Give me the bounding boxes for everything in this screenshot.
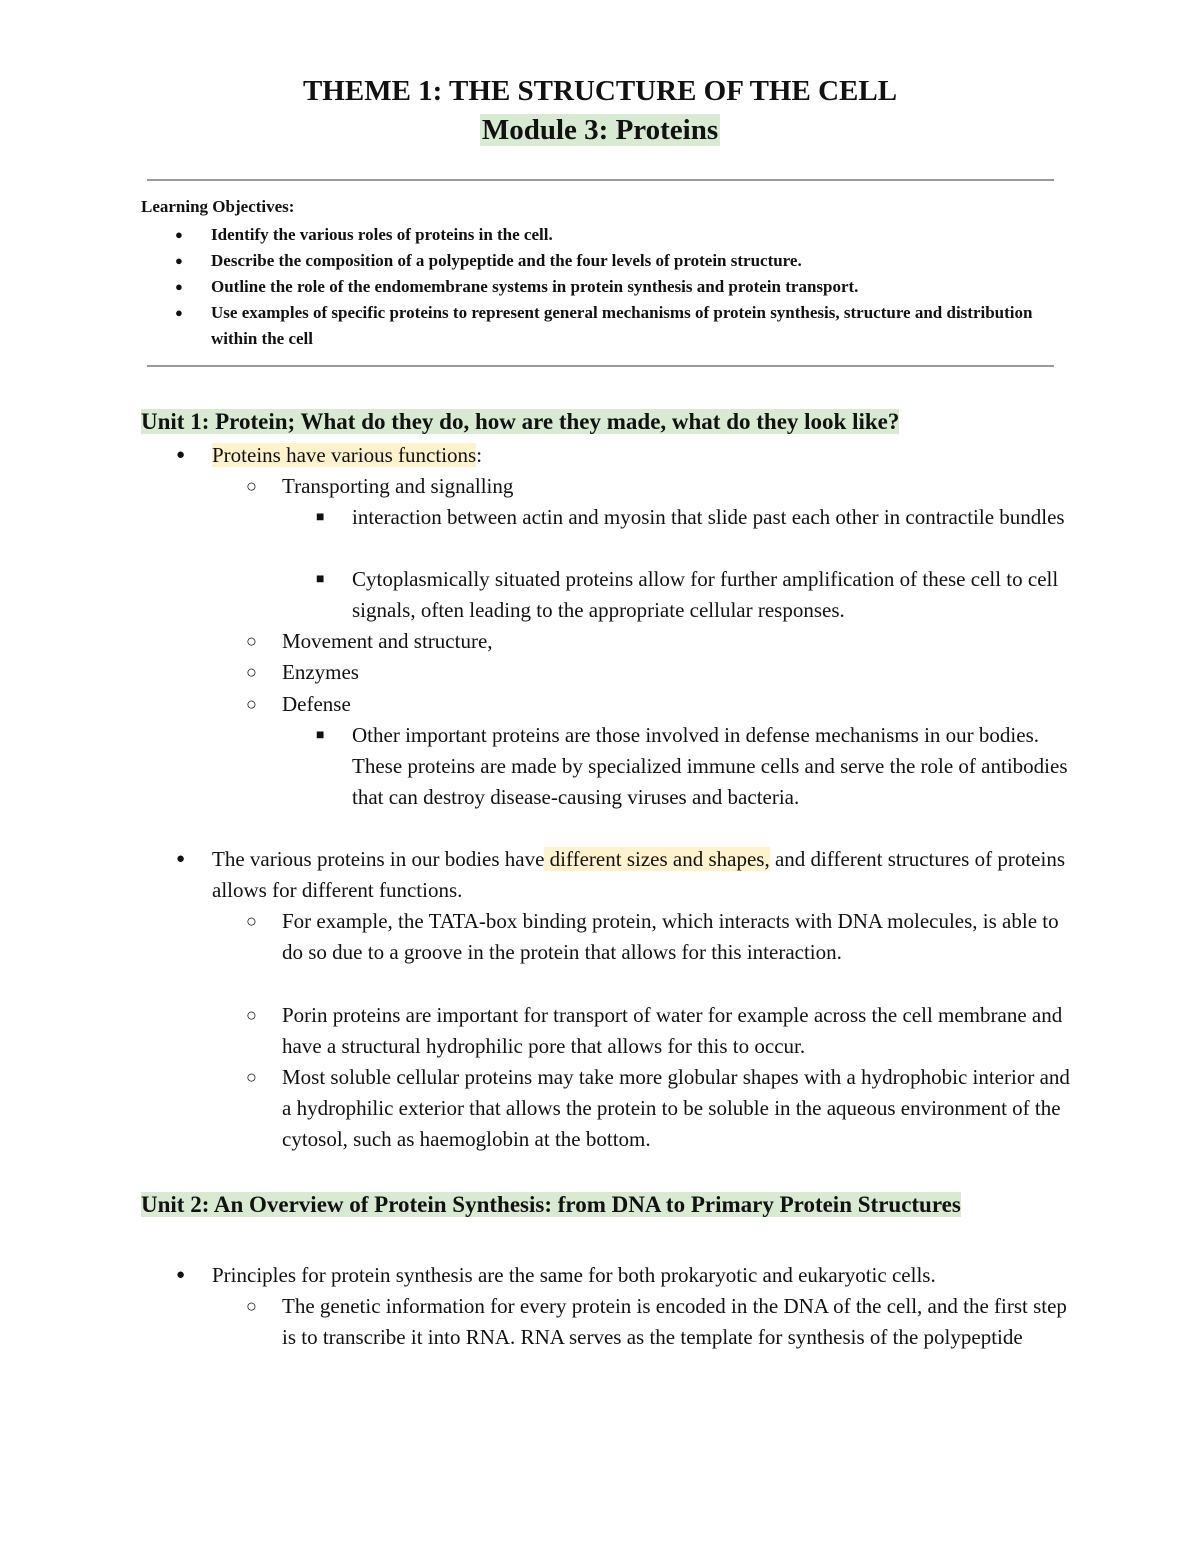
functions-colon: : [476, 443, 483, 467]
porin-text: Porin proteins are important for transport of water for example across the cell membrane and have a structural hydrophilic pore that allows for this to occur. [282, 1003, 1063, 1058]
square-marker: ■ [316, 510, 325, 525]
bullet-marker: ● [175, 279, 183, 294]
objective-item [141, 274, 1071, 300]
list-item-transport [246, 471, 1072, 502]
bullet-marker: ● [175, 227, 183, 242]
list-item-actin-myosin [316, 502, 1072, 533]
list-item-functions [176, 440, 1072, 471]
unit2-title: Unit 2: An Overview of Protein Synthesis: from DNA to Primary Protein Structures [141, 1192, 961, 1217]
transport-text: Transporting and signalling [282, 474, 514, 498]
divider-top [147, 179, 1054, 181]
globular-text: Most soluble cellular proteins may take more globular shapes with a hydrophobic interior and a hydrophilic exterior that allows the protein to be soluble in the aqueous environment of the cytosol, such as haemoglobin at the bottom. [282, 1065, 1070, 1151]
sizes-highlight: different sizes and shapes, [544, 847, 770, 871]
unit2-heading [141, 1186, 1071, 1223]
circle-marker: ○ [246, 1005, 257, 1025]
square-marker: ■ [316, 728, 325, 743]
principles-text: Principles for protein synthesis are the same for both prokaryotic and eukaryotic cells. [212, 1263, 936, 1287]
objectives-heading: Learning Objectives: [141, 197, 295, 216]
objective-text: Identify the various roles of proteins in the cell. [211, 225, 553, 244]
divider-bottom [147, 365, 1054, 367]
list-item-defense-detail [316, 720, 1072, 813]
movement-text: Movement and structure, [282, 629, 493, 653]
objective-text: Describe the composition of a polypeptide and the four levels of protein structure. [211, 251, 802, 270]
list-item-sizes-shapes [176, 844, 1072, 906]
module-title-row [0, 110, 1200, 150]
bullet-marker: ● [176, 851, 186, 867]
objective-item [141, 300, 1071, 352]
functions-lead: Proteins have various functions [212, 443, 477, 467]
objective-text: Outline the role of the endomembrane systems in protein synthesis and protein transport. [211, 277, 859, 296]
theme-title: THEME 1: THE STRUCTURE OF THE CELL [302, 75, 898, 107]
circle-marker: ○ [246, 694, 257, 714]
defense-text: Defense [282, 692, 351, 716]
genetic-info-text: The genetic information for every protein is encoded in the DNA of the cell, and the first step is to transcribe it into RNA. RNA serves as the template for synthesis of the polypeptide [282, 1294, 1067, 1349]
circle-marker: ○ [246, 662, 257, 682]
objective-text: Use examples of specific proteins to represent general mechanisms of protein synthesis, structure and distribution within the cell [211, 303, 1033, 348]
list-item-globular [246, 1062, 1072, 1155]
list-item-genetic-info [246, 1291, 1072, 1353]
circle-marker: ○ [246, 1296, 257, 1316]
list-item-cytoplasmic [316, 564, 1072, 626]
objective-item [141, 222, 1071, 248]
list-item-movement [246, 626, 1072, 657]
circle-marker: ○ [246, 1067, 257, 1087]
defense-detail-text: Other important proteins are those involved in defense mechanisms in our bodies. These proteins are made by specialized immune cells and serve the role of antibodies that can destroy disease-causing viruses and bacteria. [352, 723, 1068, 809]
circle-marker: ○ [246, 911, 257, 931]
list-item-defense [246, 689, 1072, 720]
list-item-tata-box [246, 906, 1072, 968]
list-item-principles [176, 1260, 1072, 1291]
actin-myosin-text: interaction between actin and myosin that slide past each other in contractile bundles [352, 505, 1065, 529]
cytoplasmic-text: Cytoplasmically situated proteins allow for further amplification of these cell to cell signals, often leading to the appropriate cellular responses. [352, 567, 1059, 622]
objectives-list [141, 222, 1071, 352]
enzymes-text: Enzymes [282, 660, 359, 684]
circle-marker: ○ [246, 476, 257, 496]
objective-item [141, 248, 1071, 274]
bullet-marker: ● [176, 447, 186, 463]
list-item-porin [246, 1000, 1072, 1062]
bullet-marker: ● [175, 305, 183, 320]
sizes-post: and different structures of proteins allows for different functions. [212, 847, 1065, 902]
square-marker: ■ [316, 572, 325, 587]
bullet-marker: ● [175, 253, 183, 268]
circle-marker: ○ [246, 631, 257, 651]
tata-box-text: For example, the TATA-box binding protein, which interacts with DNA molecules, is able to do so due to a groove in the protein that allows for this interaction. [282, 909, 1059, 964]
unit1-heading [141, 403, 1071, 440]
unit1-title: Unit 1: Protein; What do they do, how are they made, what do they look like? [141, 409, 900, 434]
module-title: Module 3: Proteins [481, 114, 719, 146]
bullet-marker: ● [176, 1267, 186, 1283]
list-item-enzymes [246, 657, 1072, 688]
sizes-pre: The various proteins in our bodies have [212, 847, 545, 871]
